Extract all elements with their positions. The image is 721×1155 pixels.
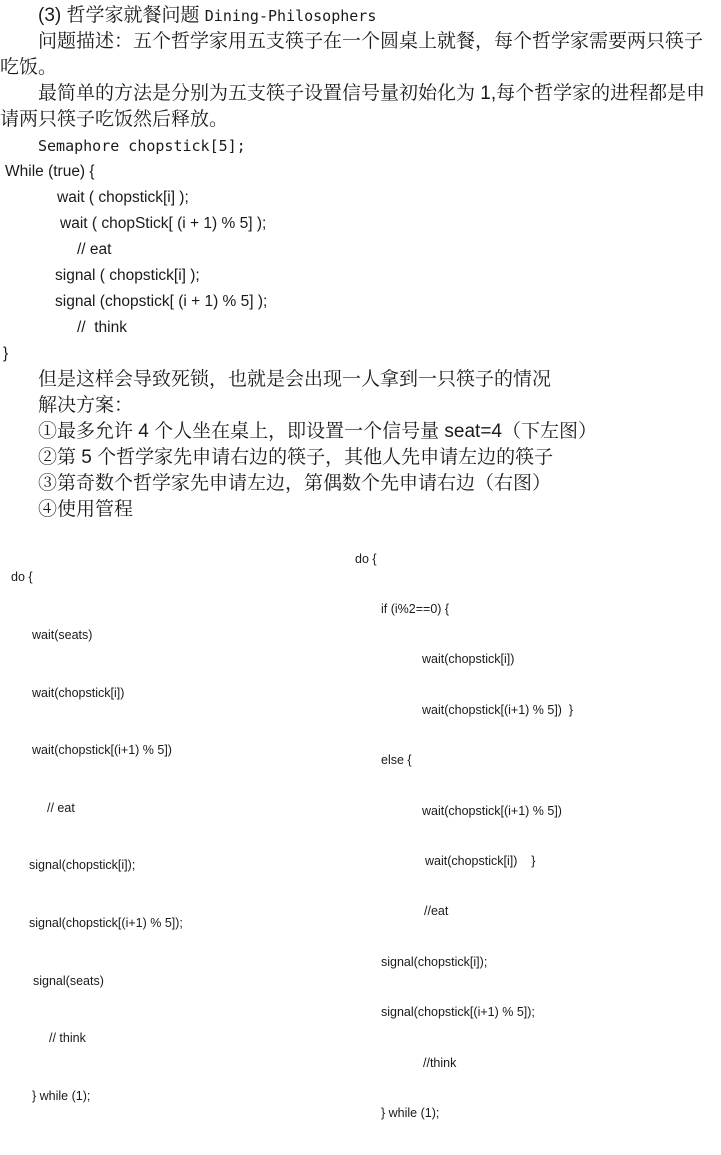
deadlock-note: 但是这样会导致死锁，也就是会出现一人拿到一只筷子的情况 bbox=[38, 369, 552, 390]
solutions-label: 解决方案： bbox=[38, 395, 134, 416]
solution-item-4: ④使用管程 bbox=[38, 499, 134, 520]
solution-item-2: ②第 5 个哲学家先申请右边的筷子，其他人先申请左边的筷子 bbox=[38, 447, 554, 468]
left-code-block bbox=[11, 530, 183, 1145]
page-title-en: Dining-Philosophers bbox=[204, 7, 377, 25]
problem-description-line-4: 请两只筷子吃饭然后释放。 bbox=[0, 109, 229, 130]
main-code-line: signal (chopstick[ (i + 1) % 5] ); bbox=[55, 293, 268, 310]
right-code-line: signal(chopstick[(i+1) % 5]); bbox=[381, 1005, 535, 1020]
main-code-line: wait ( chopStick[ (i + 1) % 5] ); bbox=[60, 215, 267, 232]
problem-description-line-2: 吃饭。 bbox=[0, 57, 58, 78]
page-title bbox=[0, 3, 721, 29]
left-code-line: // think bbox=[49, 1031, 86, 1046]
main-code-line: While (true) { bbox=[5, 163, 95, 180]
left-code-line: do { bbox=[11, 570, 33, 585]
right-code-line: wait(chopstick[i]) bbox=[422, 652, 515, 667]
left-code-line: wait(chopstick[i]) bbox=[32, 685, 125, 700]
left-code-line: signal(seats) bbox=[33, 973, 104, 988]
main-code-line: // eat bbox=[77, 241, 112, 258]
left-code-line: signal(chopstick[(i+1) % 5]); bbox=[29, 916, 183, 931]
main-code-block bbox=[0, 159, 721, 367]
main-code-line: signal ( chopstick[i] ); bbox=[55, 267, 200, 284]
left-code-line: wait(chopstick[(i+1) % 5]) bbox=[32, 743, 172, 758]
left-code-line: signal(chopstick[i]); bbox=[29, 858, 136, 873]
right-code-line: //think bbox=[423, 1055, 457, 1070]
semaphore-declaration: Semaphore chopstick[5]; bbox=[38, 137, 246, 155]
right-code-line: wait(chopstick[(i+1) % 5]) } bbox=[422, 702, 574, 717]
right-code-line: if (i%2==0) { bbox=[381, 601, 450, 616]
left-code-line: } while (1); bbox=[32, 1088, 91, 1103]
right-code-block bbox=[355, 517, 573, 1155]
right-code-line: } while (1); bbox=[381, 1105, 440, 1120]
right-code-line: signal(chopstick[i]); bbox=[381, 954, 488, 969]
right-code-line: wait(chopstick[(i+1) % 5]) bbox=[422, 803, 562, 818]
problem-description-line-1: 问题描述：五个哲学家用五支筷子在一个圆桌上就餐，每个哲学家需要两只筷子 bbox=[38, 31, 704, 52]
main-code-line: } bbox=[3, 345, 9, 362]
main-code-line: wait ( chopstick[i] ); bbox=[57, 189, 189, 206]
main-code-line: // think bbox=[77, 319, 127, 336]
left-code-line: // eat bbox=[47, 800, 75, 815]
solution-item-3: ③第奇数个哲学家先申请左边，第偶数个先申请右边（右图） bbox=[38, 473, 552, 494]
solution-item-1: ①最多允许 4 个人坐在桌上，即设置一个信号量 seat=4（下左图） bbox=[38, 421, 597, 442]
problem-description-line-3: 最简单的方法是分别为五支筷子设置信号量初始化为 1,每个哲学家的进程都是申 bbox=[38, 83, 706, 104]
right-code-line: wait(chopstick[i]) } bbox=[425, 853, 536, 868]
right-code-line: //eat bbox=[424, 904, 449, 919]
page-title-zh: (3) 哲学家就餐问题 bbox=[38, 5, 205, 26]
left-code-line: wait(seats) bbox=[32, 628, 93, 643]
bottom-code-area bbox=[0, 523, 721, 1120]
right-code-line: do { bbox=[355, 551, 377, 566]
right-code-line: else { bbox=[381, 753, 412, 768]
